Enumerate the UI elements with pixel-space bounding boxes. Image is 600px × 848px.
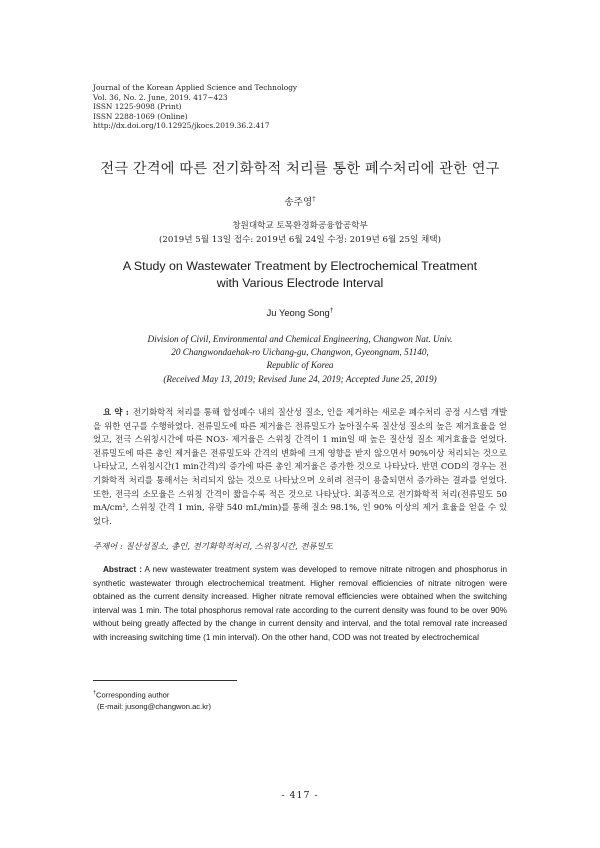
- journal-volume: Vol. 36, No. 2. June, 2019. 417~423: [93, 92, 228, 102]
- affiliation-line1: Division of Civil, Environmental and Chemical Engineering, Changwon Nat. Univ.: [147, 334, 453, 344]
- english-author: [0, 307, 600, 318]
- page-number: - 417 -: [281, 790, 319, 801]
- english-author-mark: †: [329, 307, 334, 314]
- english-abstract-label: Abstract :: [103, 565, 142, 574]
- footnote-line1: Corresponding author: [95, 690, 170, 700]
- doi-link[interactable]: http://dx.doi.org/10.12925/jkocs.2019.36.2.417: [93, 121, 270, 131]
- korean-author: [0, 194, 600, 208]
- footnote: [93, 688, 211, 712]
- keywords-label: 주제어 :: [93, 541, 123, 551]
- korean-author-name: 송주영: [284, 197, 313, 208]
- korean-abstract-label: 요 약 :: [103, 407, 129, 417]
- footnote-mark: †: [93, 690, 96, 696]
- journal-header: [93, 83, 413, 131]
- english-title-line2: with Various Electrode Interval: [216, 276, 384, 290]
- korean-title: 전극 간격에 따른 전기화학적 처리를 통한 폐수처리에 관한 연구: [100, 161, 500, 177]
- korean-dates: (2019년 5월 13일 접수: 2019년 6월 24일 수정: 2019년 6월 25일 채택): [159, 235, 441, 245]
- journal-name: Journal of the Korean Applied Science and Technology: [93, 83, 298, 92]
- english-author-name: Ju Yeong Song: [266, 307, 330, 319]
- received-dates: (Received May 13, 2019; Revised June 24, 2019; Accepted June 25, 2019): [163, 373, 437, 384]
- footnote-line2: (E-mail: jusong@changwon.ac.kr): [97, 701, 212, 711]
- keywords-text: 질산성질소, 총인, 전기화학적처리, 스위칭시간, 전류밀도: [125, 541, 333, 551]
- korean-author-mark: †: [312, 194, 316, 203]
- korean-affiliation: 창원대학교 토목환경화공융합공학부: [232, 221, 368, 231]
- affiliation-line3: Republic of Korea: [266, 360, 334, 371]
- korean-keywords: [93, 540, 333, 552]
- english-title-line1: A Study on Wastewater Treatment by Electrochemical Treatment: [122, 259, 478, 273]
- issn-print: ISSN 1225-9098 (Print): [93, 102, 182, 112]
- english-abstract-text: A new wastewater treatment system was developed to remove nitrate nitrogen and phosphorus in synthetic wastewater through electrochemical treatment. Higher removal efficiencies of nitrate nitrogen were obtained as the current density increased. Higher nitrate removal efficiencies were obtained when the switching interval was 1 min. The total phosphorus removal rate according to the current density was found to be over 90% without being greatly affected by the change in current density and interval, and the total removal rate increased with increasing switching time (1 min interval). On the other hand, COD was not treated by electrochemical: [93, 565, 507, 642]
- issn-online: ISSN 2288-1069 (Online): [93, 111, 188, 121]
- affiliation-line2: 20 Changwondaehak-ro Uichang-gu, Changwon, Gyeongnam, 51140,: [171, 347, 429, 358]
- english-title: [0, 258, 600, 292]
- english-abstract: [93, 563, 507, 644]
- english-affiliation: [0, 333, 600, 386]
- footnote-divider: [93, 680, 237, 681]
- korean-abstract-text: 전기화학적 처리를 통해 합성폐수 내의 질산성 질소, 인을 제거하는 새로운 폐수처리 공정 시스템 개발을 위한 연구를 수행하였다. 전류밀도에 따른 제거율은 전류밀도가 높아질수록 질산성 질소의 높은 제거효율을 얻었고, 전극 스위칭시간에 따른 NO3- 제거율은 스위칭 간격이 1 min일 때 높은 질산성 질소 제거효율을 얻었다. 전류밀도에 따른 총인 제거율은 전류밀도와 간격의 변화에 크게 영향을 받지 않으면서 90%이상 처리되는 것으로 나타났고, 스위칭시간(1 min간격)의 증가에 따른 총인 제거율은 증가한 것으로 나타났다. 반면 COD의 경우는 전기화학적 처리를 통해서는 처리되지 않는 것으로 나타났으며 오히려 전극이 용출되면서 증가하는 결과를 얻었다. 또한, 전극의 소모율은 스위칭 간격이 짧을수록 적은 것으로 나타났다. 최종적으로 전기화학적 처리(전류밀도 50 mA/cm², 스위칭 간격 1 min, 유량 540 mL/min)를 통해 질소 98.1%, 인 90% 이상의 제거 효율을 얻을 수 있었다.: [93, 407, 508, 526]
- korean-abstract: [93, 406, 507, 528]
